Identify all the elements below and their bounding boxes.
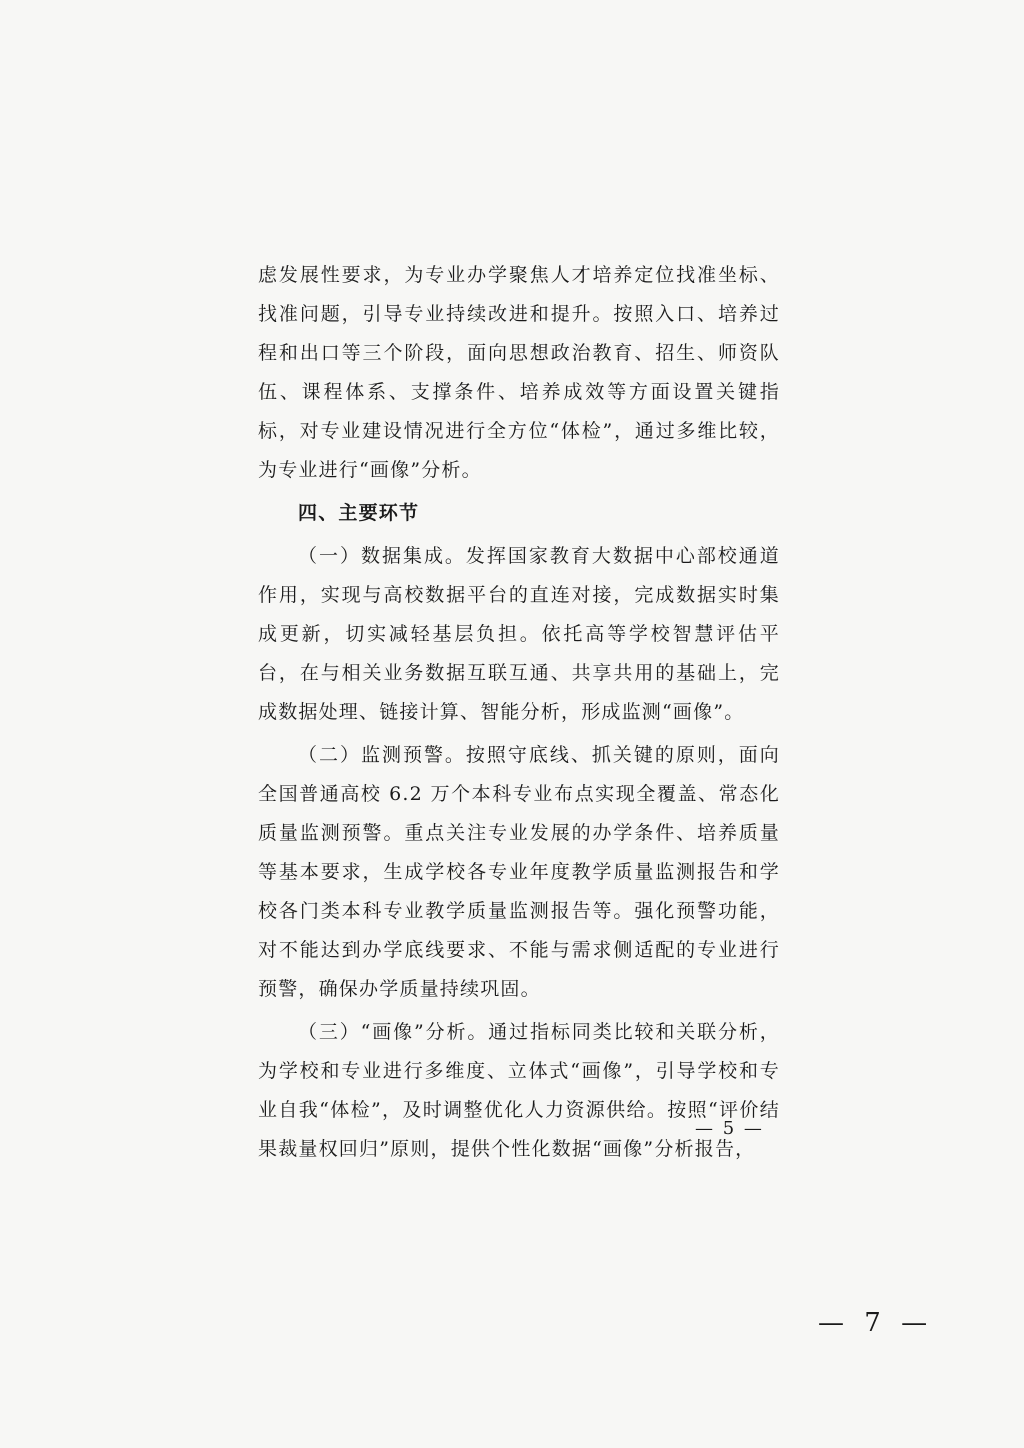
- section-heading: 四、主要环节: [298, 502, 420, 524]
- inner-page-number: — 5 —: [695, 1118, 764, 1139]
- paragraph-intro: 虑发展性要求，为专业办学聚焦人才培养定位找准坐标、找准问题，引导专业持续改进和提升。按照入口、培养过程和出口等三个阶段，面向思想政治教育、招生、师资队伍、课程体系、支撑条件、培养成效等方面设置关键指标，对专业建设情况进行全方位“体检”，通过多维比较，为专业进行“画像”分析。: [258, 264, 780, 481]
- outer-page-number: — 7 —: [818, 1308, 934, 1338]
- paragraph-monitoring: （二）监测预警。按照守底线、抓关键的原则，面向全国普通高校 6.2 万个本科专业布点实现全覆盖、常态化质量监测预警。重点关注专业发展的办学条件、培养质量等基本要求，生成学校各专业年度教学质量监测报告和学校各门类本科专业教学质量监测报告等。强化预警功能，对不能达到办学底线要求、不能与需求侧适配的专业进行预警，确保办学质量持续巩固。: [258, 744, 780, 1000]
- paragraph-data-integration: （一）数据集成。发挥国家教育大数据中心部校通道作用，实现与高校数据平台的直连对接，完成数据实时集成更新，切实减轻基层负担。依托高等学校智慧评估平台，在与相关业务数据互联互通、共享共用的基础上，完成数据处理、链接计算、智能分析，形成监测“画像”。: [258, 545, 780, 723]
- document-body: [258, 256, 780, 1169]
- paragraph-portrait: （三）“画像”分析。通过指标同类比较和关联分析，为学校和专业进行多维度、立体式“画像”，引导学校和专业自我“体检”，及时调整优化人力资源供给。按照“评价结果裁量权回归”原则，提供个性化数据“画像”分析报告，: [258, 1021, 780, 1160]
